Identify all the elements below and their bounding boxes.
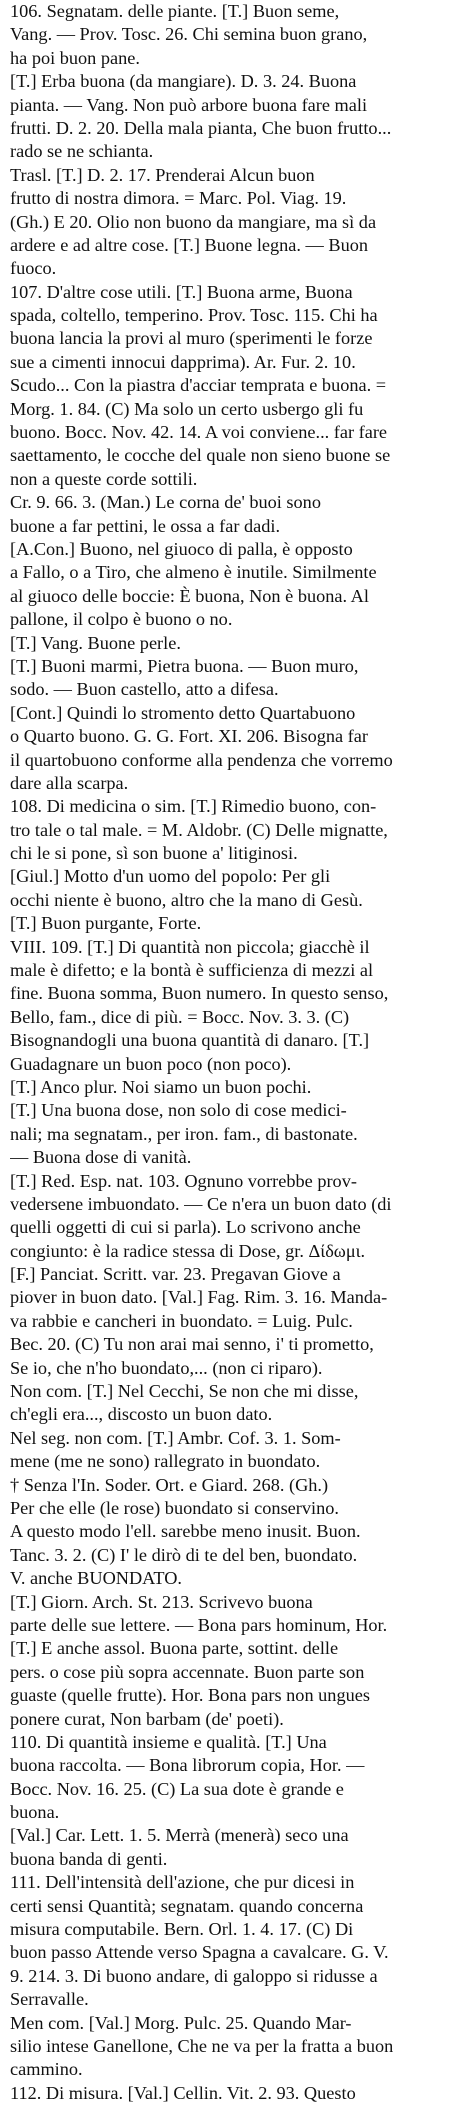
text-line: [T.] Anco plur. Noi siamo un buon pochi. [10, 1076, 312, 1097]
text-line: [T.] Una buona dose, non solo di cose medici- [10, 1100, 347, 1121]
text-line: [T.] Buon purgante, Forte. [10, 913, 202, 934]
text-line: cammino. [10, 2059, 83, 2080]
text-line: Men com. [Val.] Morg. Pulc. 25. Quando Mar- [10, 2012, 352, 2033]
text-line: sodo. — Buon castello, atto a difesa. [10, 679, 279, 700]
text-line: chi le si pone, sì son buone a' litiginosi. [10, 843, 298, 864]
text-line: [T.] Red. Esp. nat. 103. Ognuno vorrebbe prov- [10, 1170, 357, 1191]
text-line: congiunto: è la radice stessa di Dose, gr. Δίδωμι. [10, 1240, 366, 1261]
text-line: certi sensi Quantità; segnatam. quando concerna [10, 1895, 364, 1916]
text-line: buono. Bocc. Nov. 42. 14. A voi conviene... far fare [10, 422, 388, 443]
text-line: fine. Buona somma, Buon numero. In questo senso, [10, 983, 389, 1004]
text-line: A questo modo l'ell. sarebbe meno inusit. Buon. [10, 1521, 361, 1542]
text-line: ha poi buon pane. [10, 47, 140, 68]
text-line: Tanc. 3. 2. (C) I' le dirò di te del ben, buondato. [10, 1544, 358, 1565]
text-line: † Senza l'In. Soder. Ort. e Giard. 268. (Gh.) [10, 1474, 329, 1495]
text-line: Cr. 9. 66. 3. (Man.) Le corna de' buoi sono [10, 492, 321, 513]
text-line: [F.] Panciat. Scritt. var. 23. Pregavan Giove a [10, 1264, 341, 1285]
text-line: vedersene imbuondato. — Ce n'era un buon dato (di [10, 1193, 392, 1214]
text-line: pianta. — Vang. Non può arbore buona fare mali [10, 94, 368, 115]
text-line: buona. [10, 1802, 60, 1823]
text-line: rado se ne schianta. [10, 141, 154, 162]
text-line: ch'egli era..., discosto un buon dato. [10, 1404, 273, 1425]
text-line: male è difetto; e la bontà è sufficienza di mezzi al [10, 960, 374, 981]
text-line: mene (me ne sono) rallegrato in buondato. [10, 1451, 321, 1472]
text-line: piover in buon dato. [Val.] Fag. Rim. 3. 16. Manda- [10, 1287, 388, 1308]
text-line: [Val.] Car. Lett. 1. 5. Merrà (menerà) seco una [10, 1825, 349, 1846]
text-line: Scudo... Con la piastra d'acciar temprata e buona. = [10, 375, 387, 396]
text-line: [Cont.] Quindi lo stromento detto Quartabuono [10, 702, 356, 723]
text-line: V. anche BUONDATO. [10, 1568, 182, 1589]
text-line: nali; ma segnatam., per iron. fam., di bastonate. [10, 1123, 358, 1144]
text-line: VIII. 109. [T.] Di quantità non piccola; giacchè il [10, 936, 370, 957]
text-line: Non com. [T.] Nel Cecchi, Se non che mi disse, [10, 1381, 359, 1402]
text-line: 110. Di quantità insieme e qualità. [T.] Una [10, 1731, 327, 1752]
text-line: 108. Di medicina o sim. [T.] Rimedio buono, con- [10, 796, 377, 817]
text-line: 106. Segnatam. delle piante. [T.] Buon seme, [10, 1, 340, 21]
text-line: o Quarto buono. G. G. Fort. XI. 206. Bisogna far [10, 726, 368, 747]
text-line: frutti. D. 2. 20. Della mala pianta, Che buon frutto... [10, 117, 392, 138]
text-line: — Buona dose di vanità. [10, 1147, 192, 1168]
text-line: non a queste corde sottili. [10, 468, 198, 489]
text-line: parte delle sue lettere. — Bona pars hominum, Hor. [10, 1614, 388, 1635]
text-line: ponere curat, Non barbam (de' poeti). [10, 1708, 284, 1729]
text-line: buona raccolta. — Bona librorum copia, Hor. — [10, 1755, 365, 1776]
text-line: Bello, fam., dice di più. = Bocc. Nov. 3. 3. (C) [10, 1006, 350, 1027]
text-line: [A.Con.] Buono, nel giuoco di palla, è opposto [10, 538, 353, 559]
text-line: Bec. 20. (C) Tu non arai mai senno, i' ti prometto, [10, 1334, 374, 1355]
text-line: [T.] Buoni marmi, Pietra buona. — Buon muro, [10, 655, 359, 676]
text-line: fuoco. [10, 258, 57, 279]
text-line: silio intese Ganellone, Che ne va per la fratta a buon [10, 2035, 394, 2056]
text-line: buone a far pettini, le ossa a far dadi. [10, 515, 281, 536]
text-line: saettamento, le cocche del quale non sieno buone se [10, 445, 391, 466]
text-line: Guadagnare un buon poco (non poco). [10, 1053, 292, 1074]
text-line: 107. D'altre cose utili. [T.] Buona arme, Buona [10, 281, 353, 302]
text-line: misura computabile. Bern. Orl. 1. 4. 17. (C) Di [10, 1919, 354, 1940]
text-line: buona lancia la provi al muro (sperimenti le forze [10, 328, 373, 349]
text-line: [T.] Giorn. Arch. St. 213. Scrivevo buona [10, 1591, 313, 1612]
text-line: guaste (quelle frutte). Hor. Bona pars non ungues [10, 1685, 370, 1706]
text-line: buona banda di genti. [10, 1848, 168, 1869]
text-line: Se io, che n'ho buondato,... (non ci riparo). [10, 1357, 323, 1378]
text-line: Serravalle. [10, 1989, 89, 2010]
text-line: (Gh.) E 20. Olio non buono da mangiare, ma sì da [10, 211, 377, 232]
text-line: Per che elle (le rose) buondato si conservino. [10, 1498, 339, 1518]
text-line: va rabbie e cancheri in buondato. = Luig. Pulc. [10, 1310, 353, 1331]
text-line: [T.] E anche assol. Buona parte, sottint. delle [10, 1638, 339, 1659]
text-line: dare alla scarpa. [10, 772, 129, 793]
text-line: pallone, il colpo è buono o no. [10, 609, 233, 630]
text-line: [T.] Erba buona (da mangiare). D. 3. 24. Buona [10, 71, 357, 92]
text-line: quelli oggetti di cui si parla). Lo scrivono anche [10, 1217, 361, 1238]
text-line: Morg. 1. 84. (C) Ma solo un certo usbergo gli fu [10, 398, 364, 419]
text-line: a Fallo, o a Tiro, che almeno è inutile. Similmente [10, 562, 377, 583]
text-line: Bocc. Nov. 16. 25. (C) La sua dote è grande e [10, 1778, 344, 1799]
text-line: 112. Di misura. [Val.] Cellin. Vit. 2. 93. Questo [10, 2082, 356, 2103]
text-line: Nel seg. non com. [T.] Ambr. Cof. 3. 1. Som- [10, 1427, 341, 1448]
text-line: occhi niente è buono, altro che la mano di Gesù. [10, 889, 363, 910]
text-line: sue a cimenti innocui dapprima). Ar. Fur. 2. 10. [10, 351, 356, 372]
text-line: Bisognandogli una buona quantità di danaro. [T.] [10, 1030, 370, 1051]
text-line: [Giul.] Motto d'un uomo del popolo: Per gli [10, 866, 331, 887]
text-line: 111. Dell'intensità dell'azione, che pur dicesi in [10, 1872, 355, 1893]
text-line: spada, coltello, temperino. Prov. Tosc. 115. Chi ha [10, 305, 378, 326]
text-line: [T.] Vang. Buone perle. [10, 632, 181, 653]
text-line: Vang. — Prov. Tosc. 26. Chi semina buon grano, [10, 24, 368, 45]
text-line: buon passo Attende verso Spagna a cavalcare. G. V. [10, 1942, 389, 1963]
text-line: pers. o cose più sopra accennate. Buon parte son [10, 1661, 365, 1682]
text-line: il quartobuono conforme alla pendenza che vorremo [10, 749, 393, 770]
text-line: al giuoco delle boccie: È buona, Non è buona. Al [10, 585, 369, 606]
text-line: ardere e ad altre cose. [T.] Buone legna. — Buon [10, 234, 369, 255]
text-line: 9. 214. 3. Di buono andare, di galoppo si ridusse a [10, 1965, 378, 1986]
text-line: Trasl. [T.] D. 2. 17. Prenderai Alcun buon [10, 164, 315, 185]
text-line: tro tale o tal male. = M. Aldobr. (C) Delle mignatte, [10, 819, 388, 840]
text-line: frutto di nostra dimora. = Marc. Pol. Viag. 19. [10, 188, 347, 209]
